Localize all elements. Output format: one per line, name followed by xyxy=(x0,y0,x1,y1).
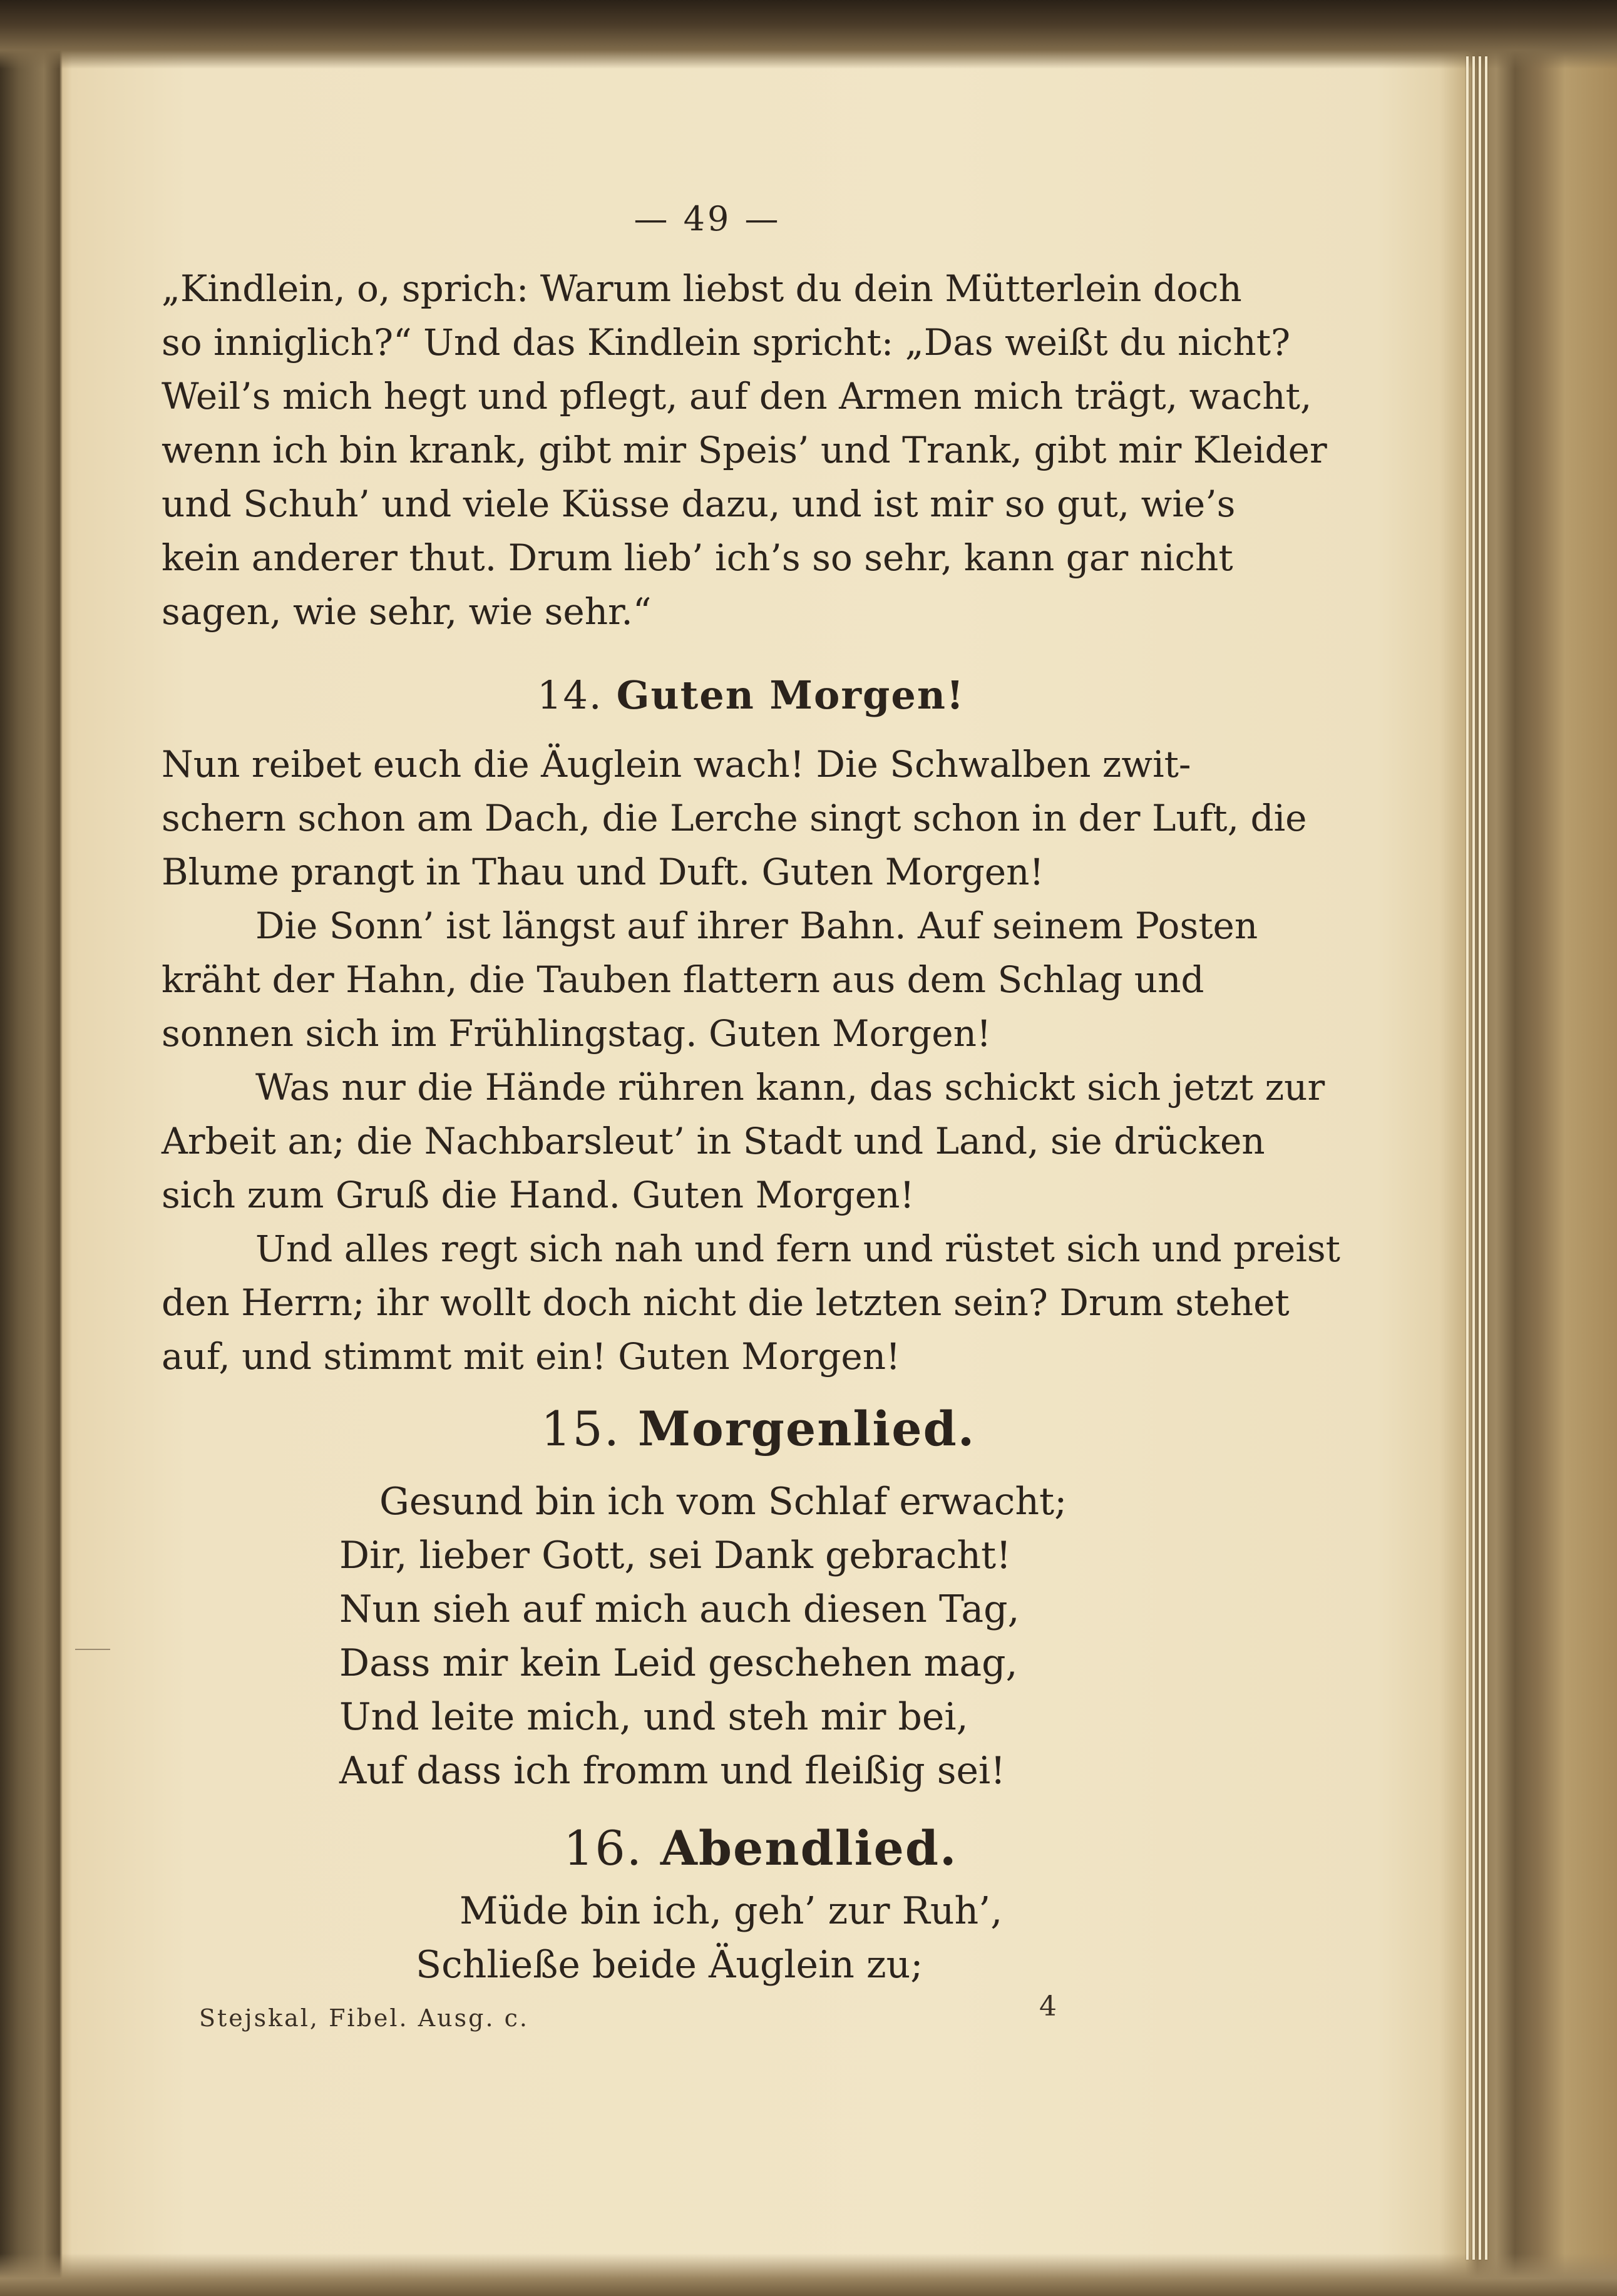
section-16-poem xyxy=(416,1884,1002,1992)
poem-line: Nun sieh auf mich auch diesen Tag, xyxy=(339,1587,1020,1631)
section-number: 15. xyxy=(541,1401,620,1457)
text-line: auf, und stimmt mit ein! Guten Morgen! xyxy=(162,1335,901,1378)
section-15-heading xyxy=(541,1401,975,1457)
section-14-heading xyxy=(537,672,965,718)
text-line: Und alles regt sich nah und fern und rüstet sich und preist xyxy=(255,1227,1340,1270)
section-14-paragraph xyxy=(162,737,1340,1383)
page-number-header: — 49 — xyxy=(634,199,781,238)
section-number: 16. xyxy=(563,1820,643,1876)
imprint-footer: Stejskal, Fibel. Ausg. c. xyxy=(199,2004,529,2032)
poem-line: Dass mir kein Leid geschehen mag, xyxy=(339,1641,1018,1685)
section-title: Guten Morgen! xyxy=(616,672,965,718)
text-line: den Herrn; ihr wollt doch nicht die letzten sein? Drum stehet xyxy=(162,1281,1290,1324)
poem-line: Gesund bin ich vom Schlaf erwacht; xyxy=(379,1480,1067,1524)
text-line: Arbeit an; die Nachbarsleut’ in Stadt und Land, sie drücken xyxy=(162,1120,1265,1162)
section-15-poem xyxy=(339,1475,1067,1798)
poem-line: Schließe beide Äuglein zu; xyxy=(416,1943,923,1987)
section-number: 14. xyxy=(537,672,603,718)
poem-line: Auf dass ich fromm und fleißig sei! xyxy=(339,1749,1006,1793)
text-line: sagen, wie sehr, wie sehr.“ xyxy=(162,590,652,633)
text-line: wenn ich bin krank, gibt mir Speis’ und Trank, gibt mir Kleider xyxy=(162,429,1327,471)
kindlein-paragraph xyxy=(162,262,1327,638)
text-line: schern schon am Dach, die Lerche singt schon in der Luft, die xyxy=(162,797,1307,839)
poem-line: Dir, lieber Gott, sei Dank gebracht! xyxy=(339,1534,1012,1577)
section-16-heading xyxy=(563,1820,957,1876)
signature-mark: 4 xyxy=(1039,1991,1057,2022)
text-line: kräht der Hahn, die Tauben flattern aus dem Schlag und xyxy=(162,958,1204,1001)
text-line: kein anderer thut. Drum lieb’ ich’s so sehr, kann gar nicht xyxy=(162,536,1233,579)
poem-line: Und leite mich, und steh mir bei, xyxy=(339,1695,968,1739)
text-line: und Schuh’ und viele Küsse dazu, und ist mir so gut, wie’s xyxy=(162,483,1236,525)
text-line: „Kindlein, o, sprich: Warum liebst du dein Mütterlein doch xyxy=(162,267,1242,310)
text-line: Nun reibet euch die Äuglein wach! Die Schwalben zwit- xyxy=(162,743,1191,786)
text-line: Blume prangt in Thau und Duft. Guten Morgen! xyxy=(162,851,1044,893)
section-title: Abendlied. xyxy=(660,1820,958,1876)
text-line: sich zum Gruß die Hand. Guten Morgen! xyxy=(162,1174,915,1216)
text-line: so inniglich?“ Und das Kindlein spricht: „Das weißt du nicht? xyxy=(162,321,1291,364)
text-line: sonnen sich im Frühlingstag. Guten Morgen! xyxy=(162,1012,992,1055)
text-line: Weil’s mich hegt und pflegt, auf den Armen mich trägt, wacht, xyxy=(162,375,1312,418)
text-line: Was nur die Hände rühren kann, das schickt sich jetzt zur xyxy=(255,1066,1325,1109)
text-line: Die Sonn’ ist längst auf ihrer Bahn. Auf seinem Posten xyxy=(255,905,1258,947)
poem-line: Müde bin ich, geh’ zur Ruh’, xyxy=(459,1889,1003,1933)
section-title: Morgenlied. xyxy=(637,1401,976,1457)
